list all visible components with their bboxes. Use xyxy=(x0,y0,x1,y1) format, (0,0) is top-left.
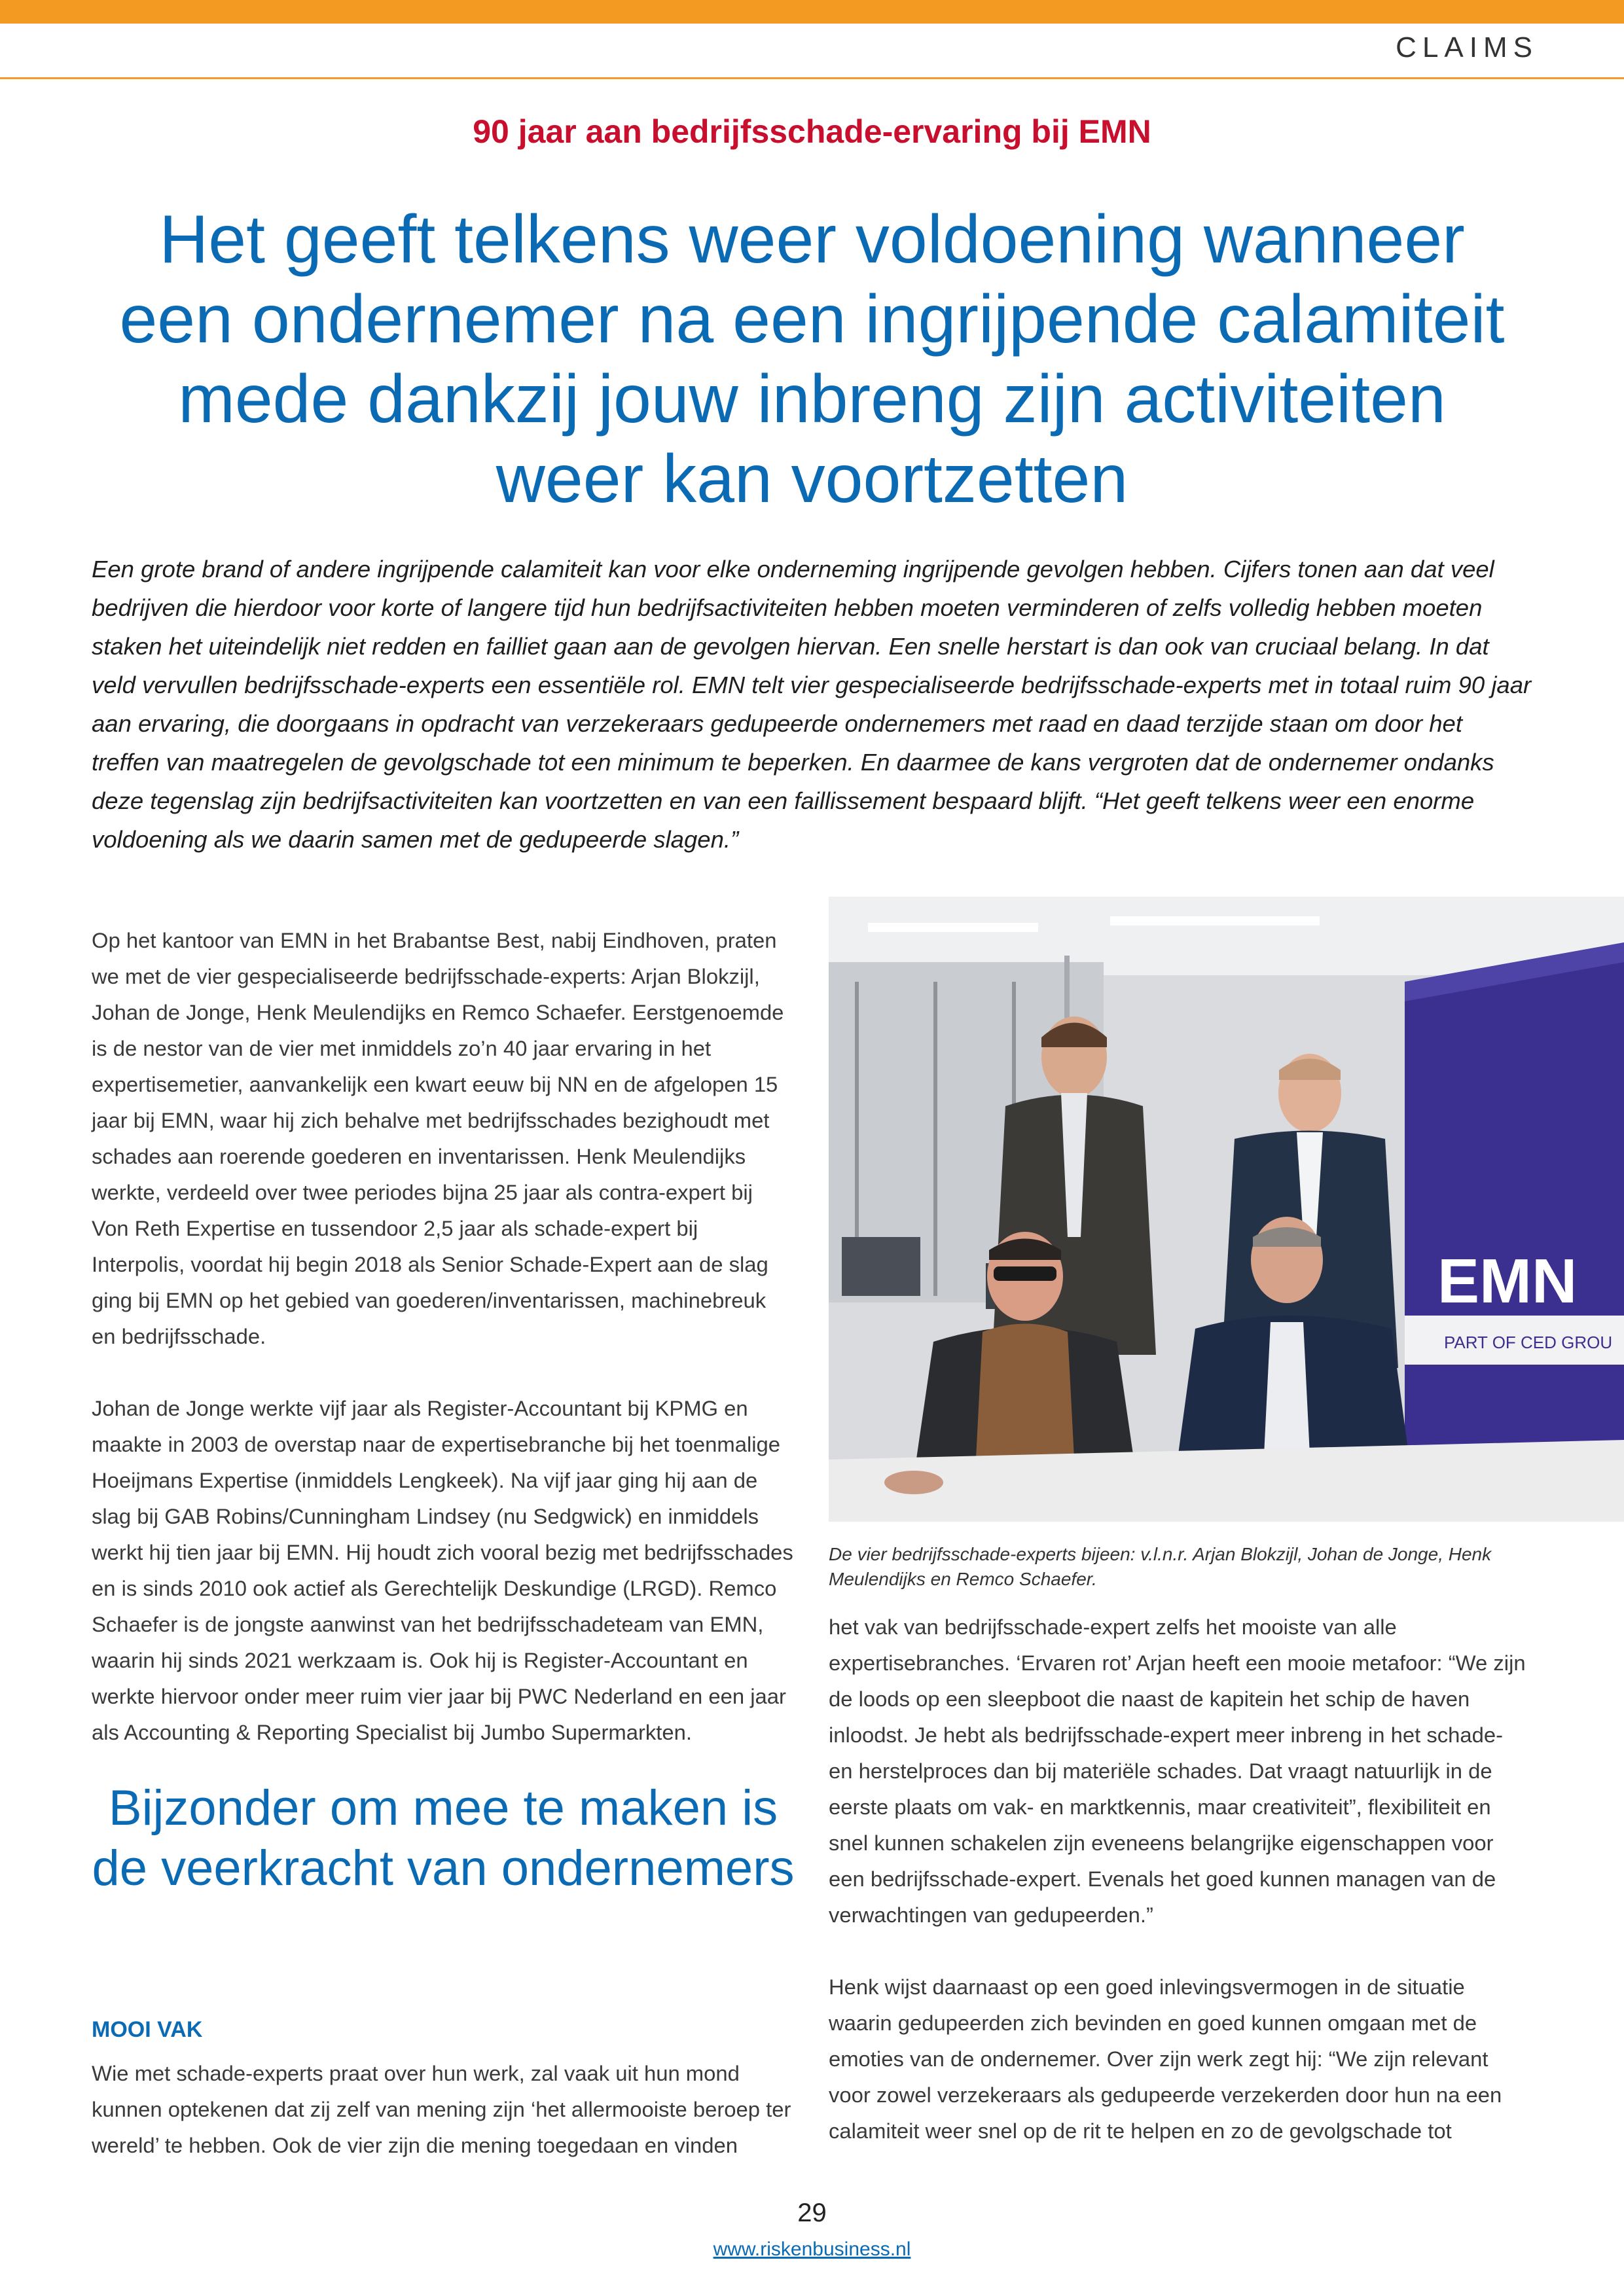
top-accent-bar xyxy=(0,0,1624,24)
header-rule xyxy=(0,77,1624,79)
body-paragraph: Wie met schade-experts praat over hun werk, zal vaak uit hun mond kunnen optekenen dat zij zelf van mening zijn ‘het allermooiste beroep ter wereld’ te hebben. Ook de vier zijn die mening toegedaan en vinden xyxy=(92,2061,791,2157)
team-photo xyxy=(829,897,1624,1522)
body-paragraph: het vak van bedrijfsschade-expert zelfs het mooiste van alle expertisebranches. ‘Ervaren rot’ Arjan heeft een mooie metafoor: “We zijn de loods op een sleepboot die naast de kapitein het schip de haven inloodst. Je hebt als bedrijfsschade-expert meer inbreng in het schade- en herstelproces dan bij materiële schades. Dat vraagt natuurlijk in de eerste plaats om vak- en marktkennis, maar creativiteit”, flexibiliteit en snel kunnen schakelen zijn eveneens belangrijke eigenschappen voor een bedrijfsschade-expert. Evenals het goed kunnen managen van de verwachtingen van gedupeerden.” xyxy=(829,1615,1526,1927)
article-intro: Een grote brand of andere ingrijpende calamiteit kan voor elke onderneming ingrijpende gevolgen hebben. Cijfers tonen aan dat veel bedrijven die hierdoor voor korte of langere tijd hun bedrijfsactiviteiten hebben moeten verminderen of zelfs volledig hebben moeten staken het uiteindelijk niet redden en failliet gaan aan de gevolgen hiervan. Een snelle herstart is dan ook van cruciaal belang. In dat veld vervullen bedrijfsschade-experts een essentiële rol. EMN telt vier gespecialiseerde bedrijfsschade-experts met in totaal ruim 90 jaar aan ervaring, die doorgaans in opdracht van verzekeraars gedupeerde ondernemers met raad en daad terzijde staan om door het treffen van maatregelen de gevolgschade tot een minimum te beperken. En daarmee de kans vergroten dat de ondernemer ondanks deze tegenslag zijn bedrijfsactiviteiten kan voortzetten en van een faillissement bespaard blijft. “Het geeft telkens weer een enorme voldoening als we daarin samen met de gedupeerde slagen.” xyxy=(92,556,1532,853)
body-paragraph: Op het kantoor van EMN in het Brabantse Best, nabij Eindhoven, praten we met de vier gespecialiseerde bedrijfsschade-experts: Arjan Blokzijl, Johan de Jonge, Henk Meulendijks en Remco Schaefer. Eerstgenoemde is de nestor van de vier met inmiddels zo’n 40 jaar ervaring in het expertisemetier, aanvankelijk een kwart eeuw bij NN en de afgelopen 15 jaar bij EMN, waar hij zich behalve met bedrijfsschades bezighoudt met schades aan roerende goederen en inventarissen. Henk Meulendijks werkte, verdeeld over twee periodes bijna 25 jaar als contra-expert bij Von Reth Expertise en tussendoor 2,5 jaar als schade-expert bij Interpolis, voordat hij begin 2018 als Senior Schade-Expert aan de slag ging bij EMN op het gebied van goederen/inventarissen, machinebreuk en bedrijfsschade. xyxy=(92,928,784,1348)
body-paragraph: Henk wijst daarnaast op een goed inlevingsvermogen in de situatie waarin gedupeerden zich bevinden en goed kunnen omgaan met de emoties van de ondernemer. Over zijn werk zegt hij: “We zijn relevant voor zowel verzekeraars als gedupeerde verzekerden door hun na een calamiteit weer snel op de rit te helpen en zo de gevolgschade tot xyxy=(829,1975,1502,2143)
left-column xyxy=(92,922,795,1750)
photo-caption: De vier bedrijfsschade-experts bijeen: v.l.n.r. Arjan Blokzijl, Johan de Jonge, Henk Meulendijks en Remco Schaefer. xyxy=(829,1544,1492,1589)
website-link[interactable]: www.riskenbusiness.nl xyxy=(713,2238,911,2260)
page-number: 29 xyxy=(797,2198,827,2227)
section-heading: MOOI VAK xyxy=(92,2017,203,2042)
pull-quote: Bijzonder om mee te maken is de veerkracht van ondernemers xyxy=(92,1780,795,1896)
article-headline: Het geeft telkens weer voldoening wanneer een ondernemer na een ingrijpende calamiteit mede dankzij jouw inbreng zijn activiteiten weer kan voortzetten xyxy=(119,202,1505,517)
section-label: CLAIMS xyxy=(1396,31,1538,63)
emn-logo: EMN xyxy=(1437,1246,1578,1316)
mooi-vak-column xyxy=(92,2055,795,2163)
body-paragraph: Johan de Jonge werkte vijf jaar als Register-Accountant bij KPMG en maakte in 2003 de overstap naar de expertisebranche bij het toenmalige Hoeijmans Expertise (inmiddels Lengkeek). Na vijf jaar ging hij aan de slag bij GAB Robins/Cunningham Lindsey (nu Sedgwick) en inmiddels werkt hij tien jaar bij EMN. Hij houdt zich vooral bezig met bedrijfsschades en is sinds 2010 ook actief als Gerechtelijk Deskundige (LRGD). Remco Schaefer is de jongste aanwinst van het bedrijfsschadeteam van EMN, waarin hij sinds 2021 werkzaam is. Ook hij is Register-Accountant en werkte hiervoor onder meer ruim vier jaar bij PWC Nederland en een jaar als Accounting & Reporting Specialist bij Jumbo Supermarkten. xyxy=(92,1396,793,1744)
right-column xyxy=(829,1609,1532,2149)
article-kicker: 90 jaar aan bedrijfsschade-ervaring bij EMN xyxy=(473,113,1151,150)
emn-tagline: PART OF CED GROU xyxy=(1444,1333,1613,1352)
